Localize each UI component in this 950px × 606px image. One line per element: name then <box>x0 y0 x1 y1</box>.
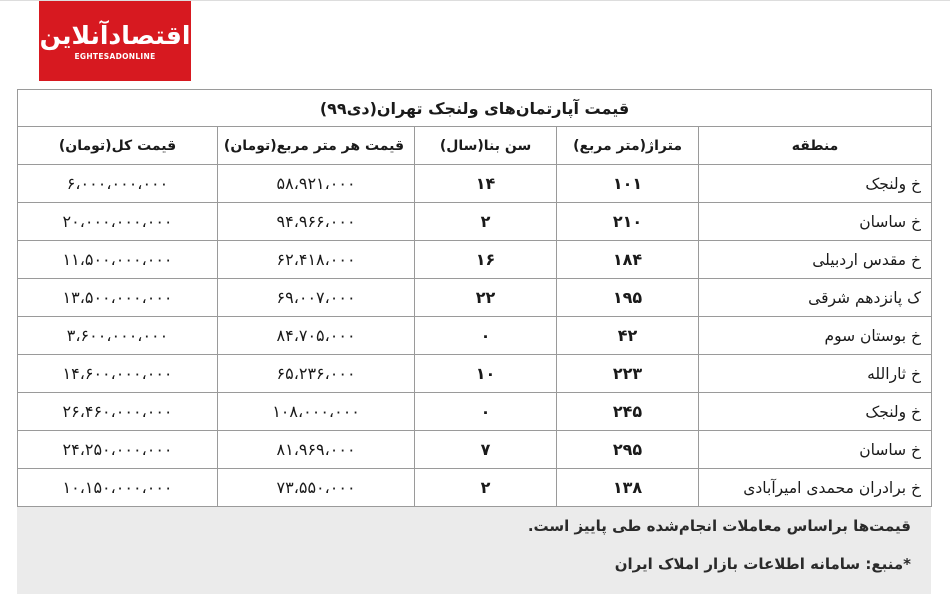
cell-price-total: ۲۰،۰۰۰،۰۰۰،۰۰۰ <box>18 203 218 241</box>
table-row <box>18 355 932 393</box>
table-row <box>18 241 932 279</box>
cell-price-sqm: ۷۳،۵۵۰،۰۰۰ <box>218 469 415 507</box>
cell-price-sqm: ۶۵،۲۳۶،۰۰۰ <box>218 355 415 393</box>
cell-area: ۲۹۵ <box>557 431 699 469</box>
table-header-row <box>18 127 932 165</box>
cell-region: خ مقدس اردبیلی <box>699 241 932 279</box>
cell-region: خ ثارالله <box>699 355 932 393</box>
cell-region: خ ولنجک <box>699 165 932 203</box>
cell-area: ۱۸۴ <box>557 241 699 279</box>
cell-price-sqm: ۹۴،۹۶۶،۰۰۰ <box>218 203 415 241</box>
cell-price-sqm: ۵۸،۹۲۱،۰۰۰ <box>218 165 415 203</box>
table-title: قیمت آپارتمان‌های ولنجک تهران(دی۹۹) <box>18 90 932 127</box>
cell-age: ۱۰ <box>415 355 557 393</box>
cell-price-total: ۳،۶۰۰،۰۰۰،۰۰۰ <box>18 317 218 355</box>
cell-area: ۴۲ <box>557 317 699 355</box>
brand-logo-name: اقتصادآنلاین <box>39 20 191 50</box>
header-region: منطقه <box>699 127 932 165</box>
cell-age: ۲۲ <box>415 279 557 317</box>
header-price-total: قیمت کل(تومان) <box>18 127 218 165</box>
brand-logo-latin: EGHTESADONLINE <box>74 51 156 61</box>
cell-price-total: ۱۱،۵۰۰،۰۰۰،۰۰۰ <box>18 241 218 279</box>
cell-region: خ بوستان سوم <box>699 317 932 355</box>
cell-age: ۱۴ <box>415 165 557 203</box>
cell-price-sqm: ۶۲،۴۱۸،۰۰۰ <box>218 241 415 279</box>
cell-region: خ برادران محمدی امیرآبادی <box>699 469 932 507</box>
cell-region: خ ولنجک <box>699 393 932 431</box>
cell-region: خ ساسان <box>699 203 932 241</box>
table-row <box>18 431 932 469</box>
cell-price-sqm: ۱۰۸،۰۰۰،۰۰۰ <box>218 393 415 431</box>
cell-age: ۷ <box>415 431 557 469</box>
table-row <box>18 317 932 355</box>
header-area: متراژ(متر مربع) <box>557 127 699 165</box>
table-row <box>18 203 932 241</box>
cell-area: ۱۳۸ <box>557 469 699 507</box>
cell-price-sqm: ۶۹،۰۰۷،۰۰۰ <box>218 279 415 317</box>
notes <box>17 509 911 589</box>
price-table <box>17 89 932 507</box>
cell-price-total: ۱۰،۱۵۰،۰۰۰،۰۰۰ <box>18 469 218 507</box>
cell-age: ۰ <box>415 317 557 355</box>
cell-age: ۱۶ <box>415 241 557 279</box>
cell-price-sqm: ۸۱،۹۶۹،۰۰۰ <box>218 431 415 469</box>
table-row <box>18 165 932 203</box>
note-source: *منبع: سامانه اطلاعات بازار املاک ایران <box>614 555 911 573</box>
cell-age: ۰ <box>415 393 557 431</box>
table-row <box>18 279 932 317</box>
cell-area: ۱۹۵ <box>557 279 699 317</box>
table-row <box>18 469 932 507</box>
cell-region: ک پانزدهم شرقی <box>699 279 932 317</box>
brand-logo <box>39 1 191 81</box>
cell-region: خ ساسان <box>699 431 932 469</box>
header-price-sqm: قیمت هر متر مربع(تومان) <box>218 127 415 165</box>
header-age: سن بنا(سال) <box>415 127 557 165</box>
cell-area: ۱۰۱ <box>557 165 699 203</box>
table-row <box>18 393 932 431</box>
cell-price-total: ۲۴،۲۵۰،۰۰۰،۰۰۰ <box>18 431 218 469</box>
cell-price-total: ۶،۰۰۰،۰۰۰،۰۰۰ <box>18 165 218 203</box>
note-basis: قیمت‌ها براساس معاملات انجام‌شده طی پاییز است. <box>527 517 911 535</box>
cell-area: ۲۴۵ <box>557 393 699 431</box>
cell-age: ۲ <box>415 203 557 241</box>
table-title-row <box>18 90 932 127</box>
cell-price-total: ۱۳،۵۰۰،۰۰۰،۰۰۰ <box>18 279 218 317</box>
cell-age: ۲ <box>415 469 557 507</box>
cell-price-sqm: ۸۴،۷۰۵،۰۰۰ <box>218 317 415 355</box>
cell-area: ۲۲۳ <box>557 355 699 393</box>
cell-price-total: ۲۶،۴۶۰،۰۰۰،۰۰۰ <box>18 393 218 431</box>
cell-price-total: ۱۴،۶۰۰،۰۰۰،۰۰۰ <box>18 355 218 393</box>
cell-area: ۲۱۰ <box>557 203 699 241</box>
